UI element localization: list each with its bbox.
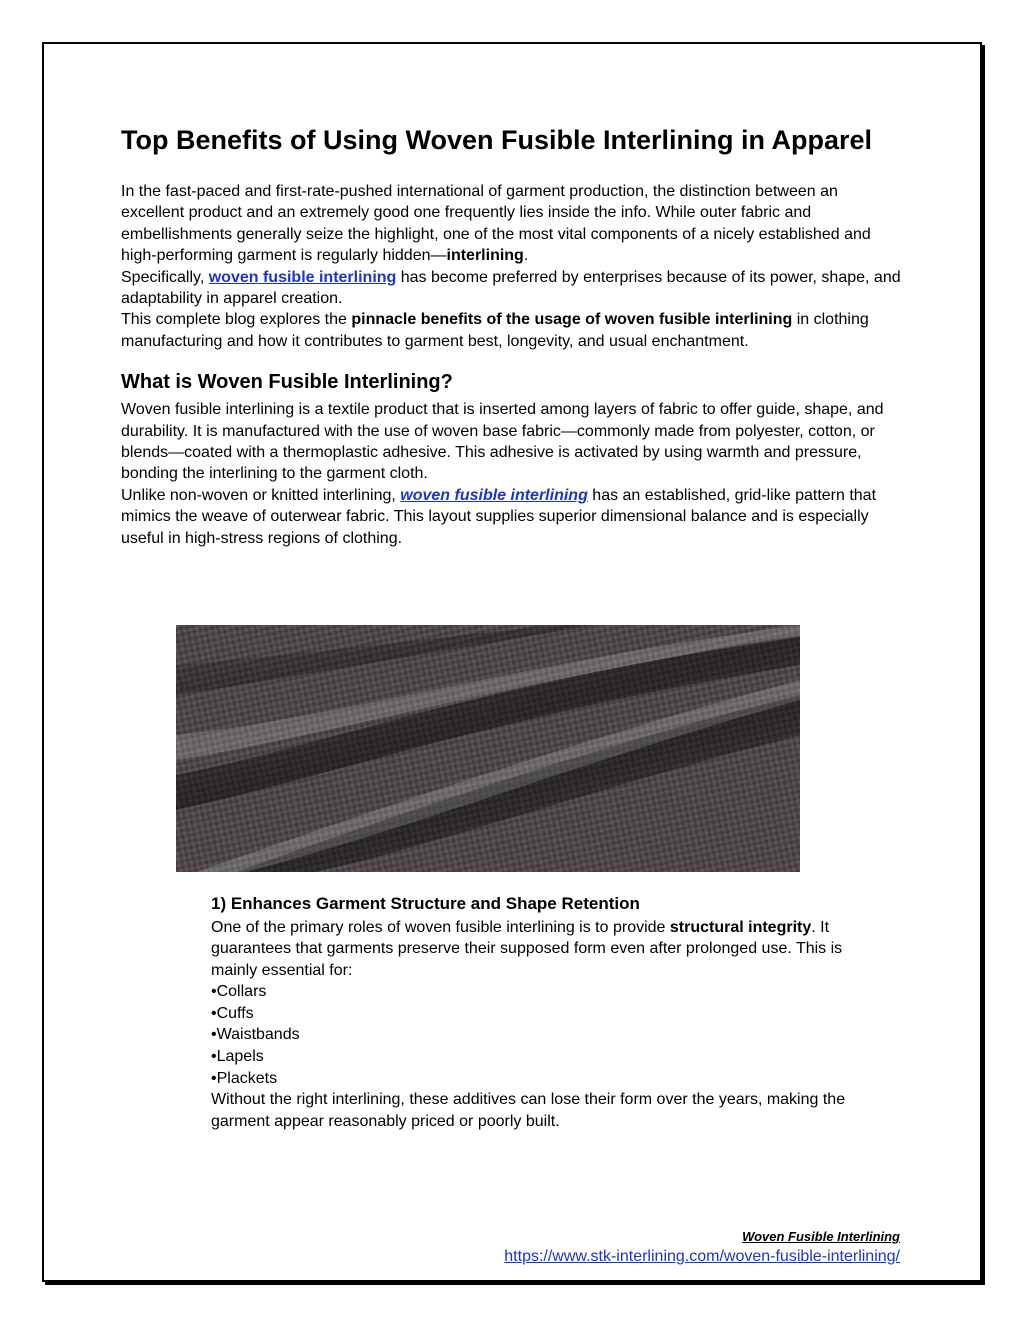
list-item: •Lapels <box>211 1048 264 1065</box>
garment-parts-list <box>211 981 871 1089</box>
section-1-text: One of the primary roles of woven fusible interlining is to provide <box>211 919 670 936</box>
what-is-paragraph-1: Woven fusible interlining is a textile product that is inserted among layers of fabric to offer guide, shape, and durability. It is manufactured with the use of woven base fabric—commonly made from polyester, cotton, or blends—coated with a thermoplastic adhesive. This adhesive is activated by using warmth and pressure, bonding the interlining to the garment cloth. <box>121 401 884 483</box>
list-item: •Waistbands <box>211 1026 300 1044</box>
what-is-p2-text: Unlike non-woven or knitted interlining, <box>121 486 401 504</box>
intro-p3-text-end: in clothing manufacturing and how it contributes to garment best, longevity, and usual enchantment. <box>121 311 869 350</box>
footer-url-link[interactable]: https://www.stk-interlining.com/woven-fusible-interlining/ <box>504 1248 900 1265</box>
footer-label: Woven Fusible Interlining <box>742 1229 900 1244</box>
what-is-p2-text-end: has an established, grid-like pattern that mimics the weave of outerwear fabric. This layout supplies superior dimensional balance and is especially useful in high-stress regions of clothing. <box>121 486 877 547</box>
intro-paragraph-1 <box>121 181 901 267</box>
intro-p2-text-end: has become preferred by enterprises because of its power, shape, and adaptability in apparel creation. <box>121 268 901 308</box>
intro-text-end: . <box>523 247 529 265</box>
article-body <box>121 122 901 549</box>
fabric-texture-illustration <box>176 625 800 872</box>
section-1-paragraph-2: Without the right interlining, these additives can lose their form over the years, making the garment appear reasonably priced or poorly built. <box>211 1091 846 1130</box>
page-title: Top Benefits of Using Woven Fusible Interlining in Apparel <box>121 125 873 155</box>
list-item: •Collars <box>211 983 267 1001</box>
list-item: •Cuffs <box>211 1004 254 1022</box>
intro-paragraph-2 <box>121 267 901 310</box>
page-footer <box>504 1228 900 1266</box>
woven-fusible-interlining-link[interactable]: woven fusible interlining <box>208 268 397 286</box>
what-is-paragraph-2 <box>121 485 901 549</box>
list-item: •Plackets <box>211 1069 278 1087</box>
fabric-image <box>176 625 800 872</box>
intro-p2-text: Specifically, <box>121 268 209 286</box>
intro-p3-bold: pinnacle benefits of the usage of woven fusible interlining <box>351 311 793 329</box>
what-is-heading: What is Woven Fusible Interlining? <box>121 371 453 394</box>
intro-bold-interlining: interlining <box>446 247 524 265</box>
section-1-heading: 1) Enhances Garment Structure and Shape Retention <box>211 894 640 913</box>
intro-paragraph-3 <box>121 309 901 352</box>
section-1-paragraph-1 <box>211 917 871 981</box>
intro-text: In the fast-paced and first-rate-pushed international of garment production, the distinction between an excellent product and an extremely good one frequently lies inside the info. While outer fabric and embellishments generally seize the highlight, one of the most vital components of a nicely established and high-performing garment is regularly hidden— <box>121 183 871 265</box>
section-1-bold: structural integrity <box>669 919 812 936</box>
woven-fusible-interlining-link-2[interactable]: woven fusible interlining <box>400 486 588 504</box>
section-1-text-end: . It guarantees that garments preserve their supposed form even after prolonged use. This is mainly essential for: <box>211 919 843 979</box>
intro-p3-text: This complete blog explores the <box>121 311 352 329</box>
section-structure <box>211 893 871 1132</box>
